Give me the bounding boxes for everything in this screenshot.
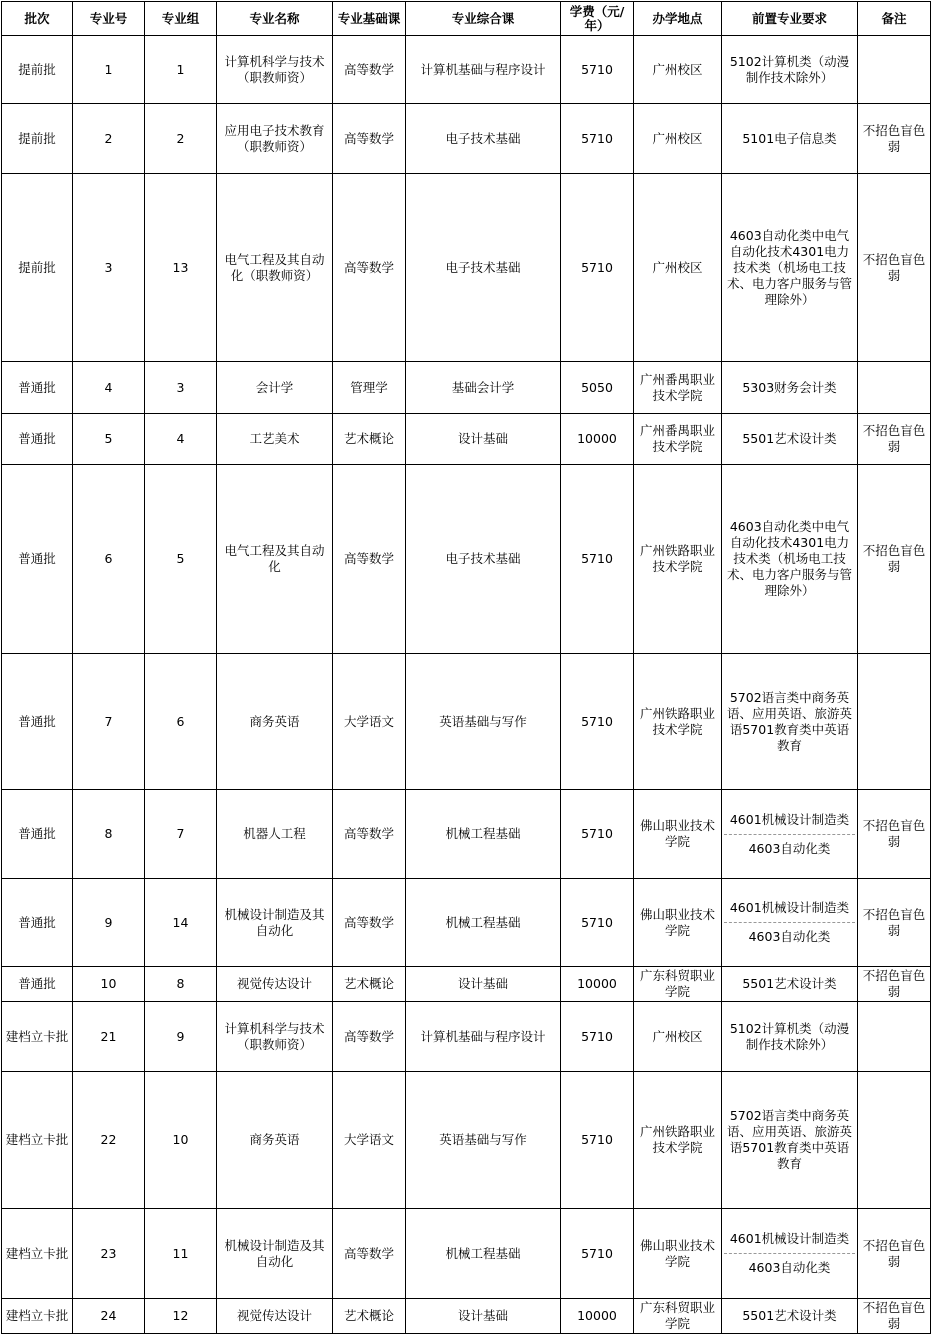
cell-base-course: 高等数学 (333, 465, 406, 654)
requirement-item: 4603自动化类中电气自动化技术4301电力技术类（机场电工技术、电力客户服务与管理除外） (726, 227, 852, 307)
cell-major-no: 6 (73, 465, 145, 654)
cell-group-no: 7 (145, 790, 217, 879)
cell-fee: 5710 (561, 1002, 634, 1072)
cell-major-name: 视觉传达设计 (217, 967, 333, 1002)
cell-comp-course: 机械工程基础 (406, 879, 561, 967)
cell-requirements (722, 1002, 858, 1072)
table-row (2, 1209, 931, 1299)
cell-base-course: 高等数学 (333, 1209, 406, 1299)
cell-note: 不招色盲色弱 (858, 414, 931, 465)
cell-note: 不招色盲色弱 (858, 104, 931, 174)
cell-major-no: 21 (73, 1002, 145, 1072)
cell-major-name: 电气工程及其自动化 (217, 465, 333, 654)
cell-location: 广东科贸职业学院 (634, 1299, 722, 1334)
cell-location: 广州铁路职业技术学院 (634, 654, 722, 790)
cell-batch: 建档立卡批 (2, 1209, 73, 1299)
requirement-item: 5102计算机类（动漫制作技术除外） (729, 1020, 850, 1052)
cell-location: 广州校区 (634, 104, 722, 174)
cell-note: 不招色盲色弱 (858, 967, 931, 1002)
cell-group-no: 6 (145, 654, 217, 790)
requirement-item: 4601机械设计制造类 (729, 900, 850, 915)
header-major-name: 专业名称 (217, 2, 333, 36)
cell-group-no: 1 (145, 36, 217, 104)
cell-fee: 10000 (561, 967, 634, 1002)
cell-batch: 建档立卡批 (2, 1299, 73, 1334)
cell-major-name: 商务英语 (217, 654, 333, 790)
cell-note (858, 1072, 931, 1209)
requirement-item: 4601机械设计制造类 (729, 811, 850, 827)
cell-location: 佛山职业技术学院 (634, 1209, 722, 1299)
cell-fee: 10000 (561, 1299, 634, 1334)
requirement-item: 5702语言类中商务英语、应用英语、旅游英语5701教育类中英语教育 (726, 1108, 852, 1171)
cell-requirements (722, 104, 858, 174)
cell-group-no: 14 (145, 879, 217, 967)
cell-base-course: 高等数学 (333, 879, 406, 967)
cell-base-course: 大学语文 (333, 1072, 406, 1209)
cell-note: 不招色盲色弱 (858, 1299, 931, 1334)
cell-comp-course: 设计基础 (406, 1299, 561, 1334)
cell-major-name: 计算机科学与技术（职教师资） (217, 1002, 333, 1072)
cell-batch: 提前批 (2, 36, 73, 104)
cell-batch: 提前批 (2, 104, 73, 174)
cell-major-no: 5 (73, 414, 145, 465)
requirement-item: 5101电子信息类 (742, 130, 837, 146)
cell-group-no: 12 (145, 1299, 217, 1334)
header-batch: 批次 (2, 2, 73, 36)
cell-location: 佛山职业技术学院 (634, 879, 722, 967)
cell-fee: 5710 (561, 790, 634, 879)
cell-major-name: 机械设计制造及其自动化 (217, 879, 333, 967)
cell-requirements (722, 654, 858, 790)
requirement-item: 4603自动化类中电气自动化技术4301电力技术类（机场电工技术、电力客户服务与管理除外） (726, 519, 852, 598)
cell-base-course: 大学语文 (333, 654, 406, 790)
cell-base-course: 艺术概论 (333, 967, 406, 1002)
cell-requirements (722, 362, 858, 414)
cell-major-no: 1 (73, 36, 145, 104)
cell-base-course: 高等数学 (333, 174, 406, 362)
cell-major-name: 机器人工程 (217, 790, 333, 879)
cell-comp-course: 机械工程基础 (406, 1209, 561, 1299)
cell-major-name: 机械设计制造及其自动化 (217, 1209, 333, 1299)
cell-group-no: 9 (145, 1002, 217, 1072)
requirement-item: 4603自动化类 (724, 834, 855, 863)
requirement-item: 4603自动化类 (724, 1253, 855, 1282)
cell-note (858, 1002, 931, 1072)
cell-location: 广州校区 (634, 174, 722, 362)
cell-comp-course: 基础会计学 (406, 362, 561, 414)
cell-fee: 5710 (561, 174, 634, 362)
table-row (2, 174, 931, 362)
cell-comp-course: 电子技术基础 (406, 174, 561, 362)
cell-group-no: 5 (145, 465, 217, 654)
cell-batch: 建档立卡批 (2, 1002, 73, 1072)
table-row (2, 654, 931, 790)
cell-fee: 5710 (561, 654, 634, 790)
cell-note (858, 654, 931, 790)
cell-fee: 5710 (561, 104, 634, 174)
cell-major-name: 电气工程及其自动化（职教师资） (217, 174, 333, 362)
cell-requirements (722, 465, 858, 654)
cell-base-course: 高等数学 (333, 790, 406, 879)
table-row (2, 879, 931, 967)
admissions-table (1, 1, 931, 1334)
table-row (2, 790, 931, 879)
cell-fee: 5710 (561, 36, 634, 104)
header-requirements: 前置专业要求 (722, 2, 858, 36)
cell-comp-course: 电子技术基础 (406, 104, 561, 174)
cell-major-name: 会计学 (217, 362, 333, 414)
header-major-no: 专业号 (73, 2, 145, 36)
cell-location: 广州校区 (634, 36, 722, 104)
cell-base-course: 管理学 (333, 362, 406, 414)
cell-note: 不招色盲色弱 (858, 1209, 931, 1299)
requirement-item: 4601机械设计制造类 (729, 1231, 850, 1246)
cell-base-course: 高等数学 (333, 104, 406, 174)
cell-major-name: 视觉传达设计 (217, 1299, 333, 1334)
cell-fee: 10000 (561, 414, 634, 465)
cell-group-no: 4 (145, 414, 217, 465)
cell-major-no: 3 (73, 174, 145, 362)
cell-note (858, 362, 931, 414)
cell-base-course: 高等数学 (333, 36, 406, 104)
cell-requirements (722, 36, 858, 104)
cell-batch: 普通批 (2, 465, 73, 654)
cell-location: 广州番禺职业技术学院 (634, 414, 722, 465)
cell-major-no: 23 (73, 1209, 145, 1299)
cell-requirements (722, 790, 858, 879)
cell-major-no: 22 (73, 1072, 145, 1209)
cell-comp-course: 计算机基础与程序设计 (406, 36, 561, 104)
cell-batch: 普通批 (2, 790, 73, 879)
cell-batch: 普通批 (2, 654, 73, 790)
cell-fee: 5710 (561, 879, 634, 967)
requirement-item: 4603自动化类 (724, 922, 855, 951)
cell-requirements (722, 1209, 858, 1299)
cell-fee: 5710 (561, 465, 634, 654)
table-row (2, 36, 931, 104)
cell-batch: 提前批 (2, 174, 73, 362)
cell-base-course: 艺术概论 (333, 1299, 406, 1334)
cell-requirements (722, 879, 858, 967)
cell-requirements (722, 1072, 858, 1209)
cell-major-no: 2 (73, 104, 145, 174)
requirement-item: 5501艺术设计类 (742, 431, 837, 446)
cell-requirements (722, 174, 858, 362)
cell-group-no: 8 (145, 967, 217, 1002)
cell-requirements (722, 967, 858, 1002)
requirement-item: 5501艺术设计类 (742, 976, 837, 991)
cell-group-no: 3 (145, 362, 217, 414)
requirement-item: 5501艺术设计类 (742, 1308, 837, 1323)
cell-major-no: 8 (73, 790, 145, 879)
cell-comp-course: 英语基础与写作 (406, 654, 561, 790)
header-comp-course: 专业综合课 (406, 2, 561, 36)
cell-comp-course: 设计基础 (406, 967, 561, 1002)
table-row (2, 465, 931, 654)
cell-requirements (722, 414, 858, 465)
cell-note (858, 36, 931, 104)
table-row (2, 1002, 931, 1072)
cell-major-no: 7 (73, 654, 145, 790)
table-row (2, 362, 931, 414)
cell-comp-course: 电子技术基础 (406, 465, 561, 654)
cell-requirements (722, 1299, 858, 1334)
cell-comp-course: 机械工程基础 (406, 790, 561, 879)
cell-note: 不招色盲色弱 (858, 879, 931, 967)
cell-major-name: 工艺美术 (217, 414, 333, 465)
cell-note: 不招色盲色弱 (858, 790, 931, 879)
header-base-course: 专业基础课 (333, 2, 406, 36)
cell-major-no: 24 (73, 1299, 145, 1334)
cell-group-no: 10 (145, 1072, 217, 1209)
cell-comp-course: 计算机基础与程序设计 (406, 1002, 561, 1072)
cell-location: 广州铁路职业技术学院 (634, 1072, 722, 1209)
cell-batch: 建档立卡批 (2, 1072, 73, 1209)
header-fee: 学费（元/年） (561, 2, 634, 36)
table-row (2, 967, 931, 1002)
cell-note: 不招色盲色弱 (858, 465, 931, 654)
cell-location: 佛山职业技术学院 (634, 790, 722, 879)
header-group-no: 专业组 (145, 2, 217, 36)
header-row (2, 2, 931, 36)
cell-fee: 5710 (561, 1209, 634, 1299)
cell-comp-course: 英语基础与写作 (406, 1072, 561, 1209)
requirement-item: 5303财务会计类 (742, 379, 837, 395)
cell-location: 广州番禺职业技术学院 (634, 362, 722, 414)
header-note: 备注 (858, 2, 931, 36)
cell-fee: 5710 (561, 1072, 634, 1209)
cell-comp-course: 设计基础 (406, 414, 561, 465)
cell-base-course: 艺术概论 (333, 414, 406, 465)
cell-note: 不招色盲色弱 (858, 174, 931, 362)
cell-major-name: 商务英语 (217, 1072, 333, 1209)
table-row (2, 1072, 931, 1209)
cell-location: 广州铁路职业技术学院 (634, 465, 722, 654)
cell-major-name: 应用电子技术教育（职教师资） (217, 104, 333, 174)
cell-location: 广东科贸职业学院 (634, 967, 722, 1002)
cell-major-no: 4 (73, 362, 145, 414)
cell-major-no: 9 (73, 879, 145, 967)
cell-major-name: 计算机科学与技术（职教师资） (217, 36, 333, 104)
cell-group-no: 2 (145, 104, 217, 174)
table-row (2, 1299, 931, 1334)
table-row (2, 414, 931, 465)
cell-group-no: 13 (145, 174, 217, 362)
requirement-item: 5102计算机类（动漫制作技术除外） (729, 53, 850, 85)
cell-batch: 普通批 (2, 414, 73, 465)
cell-batch: 普通批 (2, 362, 73, 414)
requirement-item: 5702语言类中商务英语、应用英语、旅游英语5701教育类中英语教育 (726, 689, 852, 753)
table-row (2, 104, 931, 174)
cell-major-no: 10 (73, 967, 145, 1002)
cell-location: 广州校区 (634, 1002, 722, 1072)
cell-group-no: 11 (145, 1209, 217, 1299)
cell-batch: 普通批 (2, 967, 73, 1002)
cell-batch: 普通批 (2, 879, 73, 967)
header-location: 办学地点 (634, 2, 722, 36)
cell-base-course: 高等数学 (333, 1002, 406, 1072)
cell-fee: 5050 (561, 362, 634, 414)
